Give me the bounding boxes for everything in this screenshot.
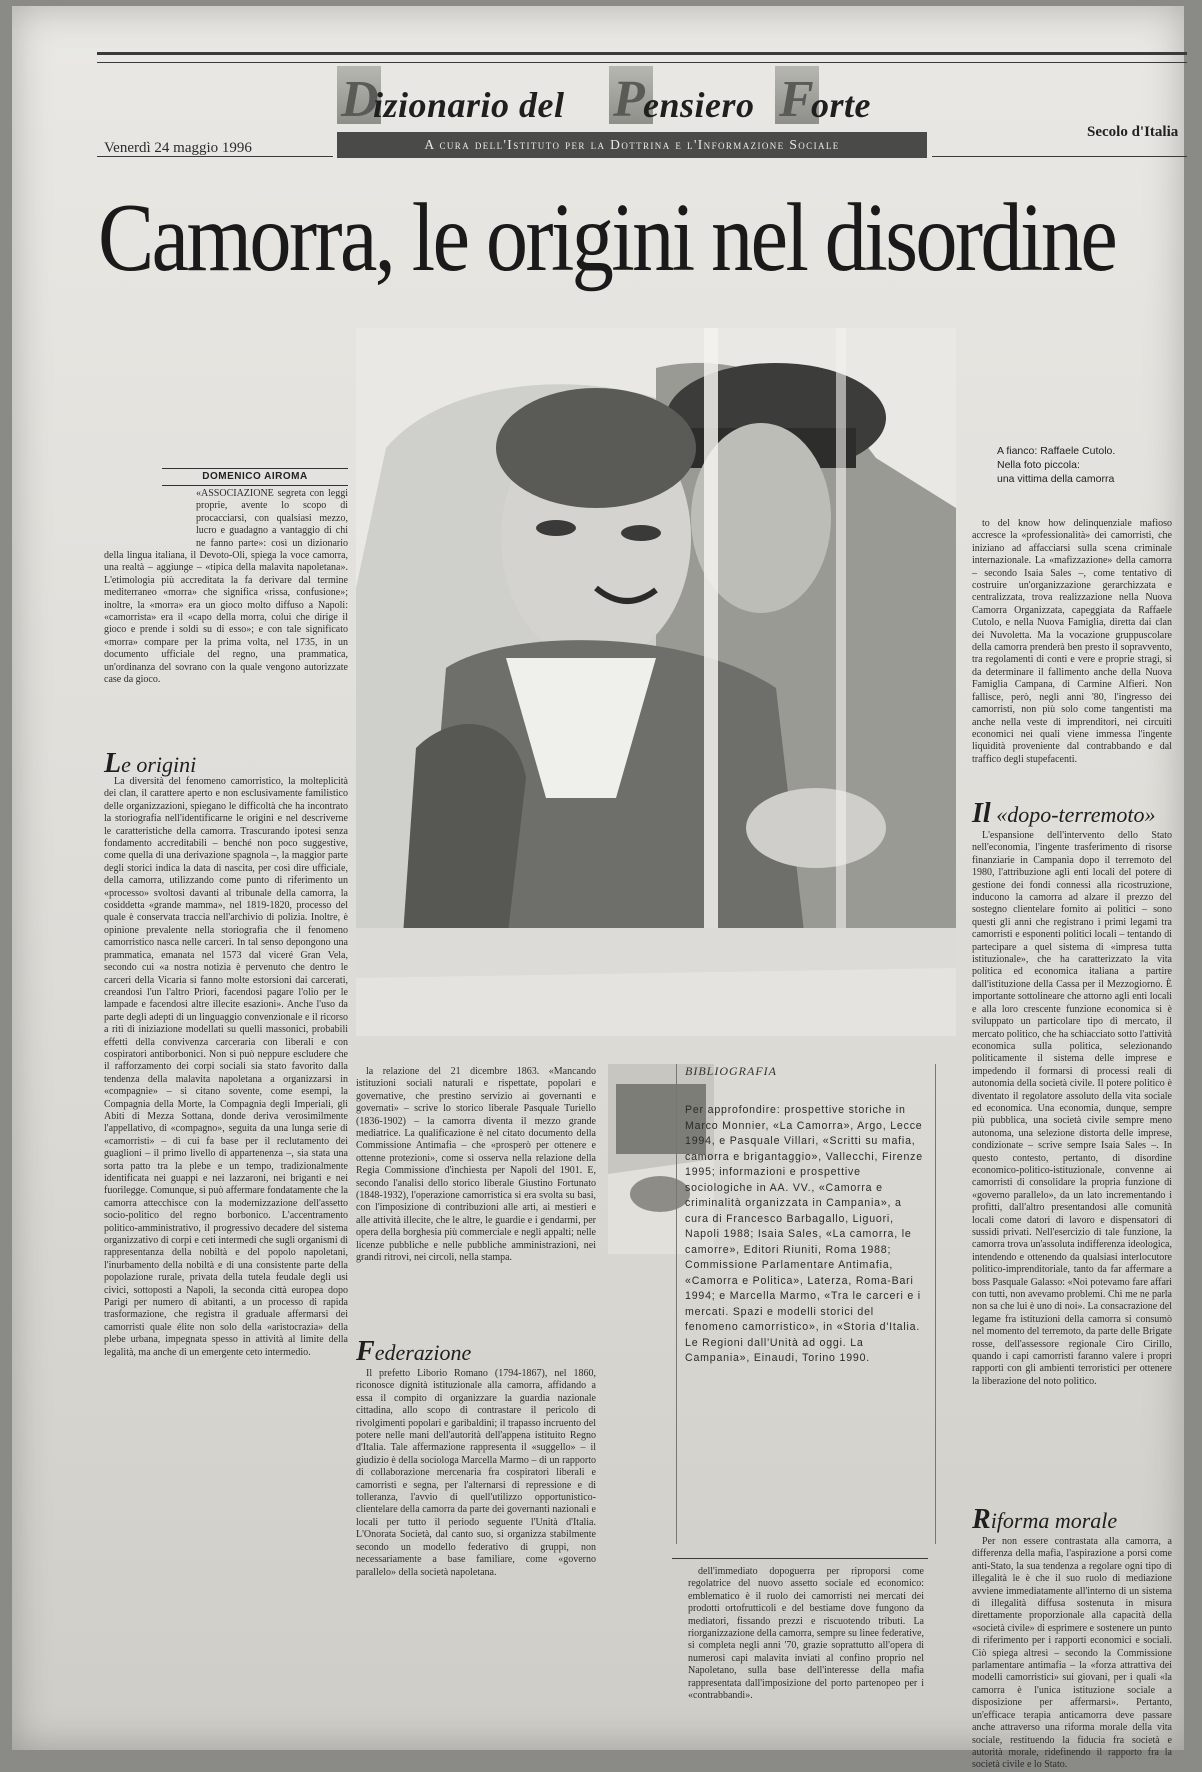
masthead-title-part-2: ensiero bbox=[643, 85, 755, 125]
drop-cap-space bbox=[104, 488, 196, 550]
subhead-federazione-initial: F bbox=[356, 1336, 375, 1367]
caption-text: A fianco: Raffaele Cutolo. Nella foto piccola: una vittima della camorra bbox=[997, 445, 1116, 485]
column-2-text: la relazione del 21 dicembre 1863. «Mancando istituzioni sociali naturali e rispettate, popolari e governative, che prestino servizio ai governanti e governati» – scrive lo storico liberale Pasquale Turiello (1836-1902) – la camorra diventa il mezzo grande mediatrice. La qualificazione è nel citato documento della Commissione Antimafia – che «prosperò per ottenere e ottenne protezioni», come si osserva nella relazione della Regia Commissione d'inchiesta per Napoli del 1901. E, secondo l'analisi dello storico liberale Giustino Fortunato (1848-1932), l'operazione camorristica si era svolta su basi, con l'imposizione di contribuzioni alle arti, ai mestieri e alle attività illecite, che le altre, le guardie e i gendarmi, per opera della borghesia più commerciale e negli appalti; nelle licenze pubbliche e nelle pubbliche amministrazioni, nei grandi ritrovi, nei circoli, nella stampa. bbox=[356, 1066, 596, 1264]
column-2b-body bbox=[356, 1368, 596, 1738]
masthead-title bbox=[337, 64, 927, 130]
column-1-body bbox=[104, 776, 348, 1738]
column-3-body bbox=[688, 1566, 924, 1738]
subhead-federazione bbox=[356, 1336, 471, 1368]
masthead-initial-f: F bbox=[779, 71, 815, 128]
column-1-text: La diversità del fenomeno camorristico, la molteplicità dei clan, il carattere aperto e non esclusivamente familistico delle organizzazioni, spiegano le difficoltà che ha incontrato la storiografia nell'identificarne le origini e nel descriverne le caratteristiche della camorra. Trascurando ipotesi senza fondamento accreditabili – benché non poco suggestive, come quella di una derivazione spagnola –, la maggior parte degli storici indica la data di nascita, per così dire ufficiale, della camorra, utilizzando come punto di riferimento un «processo» svoltosi davanti al tribunale della camorra, la cosiddetta «grande mamma», nel 1819-1820, processo del quale è conservata traccia nell'archivio di polizia. Inoltre, è opinione prevalente nella storiografia che il fenomeno camorristico nasca nelle carceri. In tal senso depongono una prammatica, emanata nel 1573 dal viceré Gran Vela, secondo cui «a nostra notizia è pervenuto che dentro le carceri della Vicaria si fanno molte estorsioni dai carcerati, creandosi l'un l'altro Priori, facendosi pagare l'olio per le lampade e facendosi altre illecite esazioni». Anche l'uso da parte degli adepti di un linguaggio convenzionale e il ricorso a riti di iniziazione modellati su quelli massonici, probabili effetti della convivenza carceraria con liberali e con cospiratori antiborbonici. Non si può neppure escludere che il rafforzamento dei corpi sociali sia stato favorito dalla tendenza della malavita napoletana a organizzarsi in «compagnie» – si citano sovente, come esempi, la Compagnia della Morte, la Compagnia degli Imperiali, gli Abiti di Mezza Sottana, donde deriva verosimilmente l'appellativo, di «compagno», seguita da una lunga serie di «camorristi» – di cui fa base per il reclutamento dei guaglioni – il primo livello di appartenenza –, sia stata una sorta patto tra la plebe e un tempo, tradizionalmente identificata nei guappi e nei lazzaroni, nei briganti e nei fuorilegge. Comunque, si può affermare fondatamente che la camorra attecchisce con la modernizzazione dell'assetto socio-politico del regno borbonico. L'accentramento politico-amministrativo, il progressivo decadere del sistema organizzativo di corpi e ceti intermedi che sugli organismi di rappresentanza della nobiltà e del popolo napoletani, l'inurbamento della nobiltà e di una consistente parte della popolazione rurale, privata della tutela feudale degli usi civici, sottoposti a Napoli, la seconda città europea dopo Parigi per numero di abitanti, a un processo di rapida trasformazione, che registra il graduale affermarsi dei camorristi quale élite non solo della «aristocrazia» della plebe urbana, impegnata spesso in attività al limite della legalità, ma anche di un emergente ceto intermedio. bbox=[104, 776, 348, 1358]
subhead-dopo-rest: «dopo-terremoto» bbox=[990, 802, 1156, 827]
subhead-federazione-rest: ederazione bbox=[374, 1340, 472, 1365]
subhead-riforma-initial: R bbox=[972, 1504, 991, 1535]
subhead-riforma bbox=[972, 1504, 1117, 1536]
subhead-dopo-initial: Il bbox=[972, 798, 991, 829]
subhead-riforma-rest: iforma morale bbox=[990, 1508, 1118, 1533]
headline: Camorra, le origini nel disordine bbox=[98, 184, 1116, 292]
bibliography-bottom-rule bbox=[672, 1558, 928, 1559]
top-rule-thin bbox=[97, 62, 1187, 63]
lede-text: «ASSOCIAZIONE segreta con leggi proprie, avente lo scopo di procacciarsi, con qualsiasi mezzo, lucro e guadagno a vantaggio di chi ne fanno parte»: così un dizionario della lingua italiana, il Devoto-Oli, spiega la voce camorra, una realtà – aggiunge – «tipica della malavita napoletana». L'etimologia più accreditata la fa derivare dal termine mediterraneo «morra» che significa «rissa, confusione»; inoltre, la «morra» era un gioco molto diffuso a Napoli: «camorrista» era il «capo della morra, colui che dirige il gioco e prende i soldi su di esso»; e con tale significato «morra» compare per la prima volta, nel 1735, in un documento ufficiale del regno, una prammatica, un'ordinanza del sovrano con la quale vengono autorizzate case da gioco. bbox=[104, 488, 348, 686]
newspaper-page bbox=[12, 6, 1184, 1771]
masthead bbox=[337, 64, 927, 166]
masthead-band: A cura dell'Istituto per la Dottrina e l'Informazione Sociale bbox=[337, 132, 927, 158]
column-4b-text: L'espansione dell'intervento dello Stato nell'economia, l'ingente trasferimento di risorse finanziarie in Campania dopo il terremoto del 1980, l'attribuzione agli enti locali del potere di gestione dei fondi connessi alla ricostruzione, inducono la camorra ad alzare il prezzo del sostegno clientelare fornito ai politici – sono questi gli anni che registrano i primi legami tra camorristi e esponenti politici locali – tentando di partecipare a quel sistema di «impresa tutta istituzionale», che ha caratterizzato la vita politica ed economica italiana a partire dall'istituzione della Cassa per il Mezzogiorno. È importante sottolineare che attorno agli enti locali e alla loro crescente funzione economica si è sviluppato un particolare tipo di mercato, il mercato politico, che ha schiacciato sotto l'attività economica sulla politica, selezionando politicamente il sistema delle imprese e impedendo il formarsi di processi reali di autonomia della società civile. Il potere politico è diventato il regolatore assoluto della vita sociale ed economica. Una economia, dunque, sempre più pubblica, una società civile sempre meno autonoma, una selezione distorta delle imprese, condizionate – scrive sempre Isaia Sales –. In questo contesto, pertanto, di disordine economico-politico-istituzionale, convenne ai camorristi di consolidare la propria funzione di «governo parallelo», da un lato incrementando i profitti, dall'altro presentandosi alle comunità locali come datori di lavoro e dispensatori di sussidi privati. Nell'esercizio di tale funzione, la camorra trova un'assoluta indifferenza ideologica, intendendo e ottenendo da qualsiasi interlocutore politico-imprenditoriale, tanto da far affermare a boss Pasquale Galasso: «Noi potevamo fare affari con tutti, non avevamo problemi. Chi me ne parla non sa che lui è uno di noi». La consacrazione del legame fra istituzioni della camorra si consumò nel momento del terremoto, da parte delle Brigate rosse, dell'assessore regionale Ciro Cirillo, quando i capi camorristi faranno valere i propri rapporti con gli ambienti terroristici per ottenere la liberazione del noto politico. bbox=[972, 830, 1172, 1387]
photo-illustration bbox=[356, 328, 956, 1036]
lede-paragraph bbox=[104, 488, 348, 738]
right-header-rule bbox=[932, 156, 1187, 157]
bibliography-heading: BIBLIOGRAFIA bbox=[685, 1064, 777, 1078]
top-rule bbox=[97, 52, 1187, 55]
masthead-initial-p: P bbox=[613, 71, 646, 128]
column-4c-body bbox=[972, 1536, 1172, 1771]
column-4c-text: Per non essere contrastata alla camorra, a differenza della mafia, l'aspirazione a porsi come anti-Stato, la sua tendenza a regolare ogni tipo di illegalità le è che il suo ruolo di mediazione avviene immediatamente all'interno di un sistema di illegalità diffusa sostenuta in misura direttamente proporzionale alla capacità della «società civile» di esprimere e sostenere un punto di riferimento per i rapporti economici e sociali. Ciò spiega altresì – secondo la Commissione parlamentare antimafia – la «forza attrattiva dei modelli camorristici» sui giovani, per i quali «la camorra è l'unica istituzione sociale a disposizione per affermarsi». Pertanto, un'efficace terapia anticamorra deve passare anche attraverso una riforma morale della vita sociale, restituendo la fiducia fra società e autorità morale, ridefinendo il rapporto fra la società civile e lo Stato. bbox=[972, 1536, 1172, 1771]
dateline: Venerdì 24 maggio 1996 bbox=[104, 140, 252, 156]
byline: DOMENICO AIROMA bbox=[162, 468, 348, 486]
column-4-text: to del know how delinquenziale mafioso accresce la «professionalità» dei camorristi, che iniziano ad affacciarsi sulla scena criminale internazionale. La «mafizzazione» della camorra – secondo Isaia Sales –, come tentativo di costruire un'organizzazione gerarchizzata e centralizzata, trova realizzazione nella Nuova Camorra Organizzata, capeggiata da Raffaele Cutolo, e nella Nuova Famiglia, diretta dai clan dei Nuvoletta. Ma la vocazione gruppuscolare della camorra prenderà ben presto il sopravvento, tra regolamenti di conti e vere e proprie stragi, si da determinare il fallimento anche della Nuova Famiglia Campana, di Carmine Alfieri. Non fallisce, però, negli anni '80, l'ingresso dei camorristi, non più solo come tangentisti ma anche nella veste di imprenditori, nei circuiti economici nei quali viene immessa l'ingente liquidità proveniente dal contrabbando e dal traffico degli stupefacenti. bbox=[972, 518, 1172, 765]
paper-name: Secolo d'Italia bbox=[1087, 124, 1179, 140]
subhead-origini-rest: e origini bbox=[121, 752, 197, 777]
subhead-dopo-terremoto bbox=[972, 798, 1155, 830]
column-2b-text: Il prefetto Liborio Romano (1794-1867), nel 1860, riconosce dignità istituzionale alla camorra, affidando a essa il compito di organizzare la guardia nazionale cittadina, allo scopo di contrastare il pericolo di rivolgimenti popolari e garibaldini; il trapasso incruento del potere nelle mani dell'autorità dell'appena istituito Regno d'Italia. Tale affermazione rappresenta il «suggello» – il giudizio è della sociologa Marcella Marmo – di un rapporto di collaborazione mercenaria fra cospiratori liberali e camorristi e segna, per l'alternarsi di repressione e di tolleranza, l'avvio di quell'utilizzo opportunistico-clientelare della camorra da parte dei governanti nazionali e locali per tutto il periodo seguente l'Unità d'Italia. L'Onorata Società, dal canto suo, si organizza stabilmente secondo un modello federativo di gruppi, non necessariamente a base familiare, come «governo parallelo» della società napoletana. bbox=[356, 1368, 596, 1578]
bibliography-box bbox=[676, 1064, 936, 1544]
column-4b-body bbox=[972, 830, 1172, 1494]
main-photo bbox=[356, 328, 956, 1036]
photo-caption bbox=[997, 444, 1137, 486]
subhead-origini-initial: L bbox=[104, 748, 122, 779]
masthead-title-part-1: izionario del bbox=[373, 85, 565, 125]
bibliography-text: Per approfondire: prospettive storiche in Marco Monnier, «La Camorra», Argo, Lecce 1994, e Pasquale Villari, «Scritti su mafia, camorra e brigantaggio», Vallecchi, Firenze 1995; informazioni e prospettive sociologiche in AA. VV., «Camorra e criminalità organizzata in Campania», a cura di Francesco Barbagallo, Liguori, Napoli 1988; Isaia Sales, «La camorra, le camorre», Editori Riuniti, Roma 1988; Commissione Parlamentare Antimafia, «Camorra e Politica», Laterza, Roma-Bari 1994; e Marcella Marmo, «Tra le carceri e i mercati. Spazi e modelli storici del fenomeno camorristico», in «Storia d'Italia. Le Regioni dall'Unità ad oggi. La Campania», Einaudi, Torino 1990. bbox=[685, 1104, 923, 1364]
column-4-body bbox=[972, 518, 1172, 786]
masthead-title-part-3: orte bbox=[811, 85, 871, 125]
column-3-text: dell'immediato dopoguerra per riproporsi come regolatrice del nuovo assetto sociale ed economico: emblematico è il ruolo dei camorristi nei mercati dei prodotti ortofrutticoli e del bestiame dove fungono da mediatori, fissando prezzi e riscuotendo tributi. La riorganizzazione della camorra, sempre su linee federative, si completa negli anni '70, grazie soprattutto all'opera di numerosi capi malavita inviati al confino proprio nel Napoletano, sulla base dell'interesse della mafia rappresentata dall'imposizione del porto partenopeo per i «contrabbandi». bbox=[688, 1566, 924, 1702]
masthead-initial-d: D bbox=[341, 71, 380, 128]
column-2-body bbox=[356, 1066, 596, 1326]
